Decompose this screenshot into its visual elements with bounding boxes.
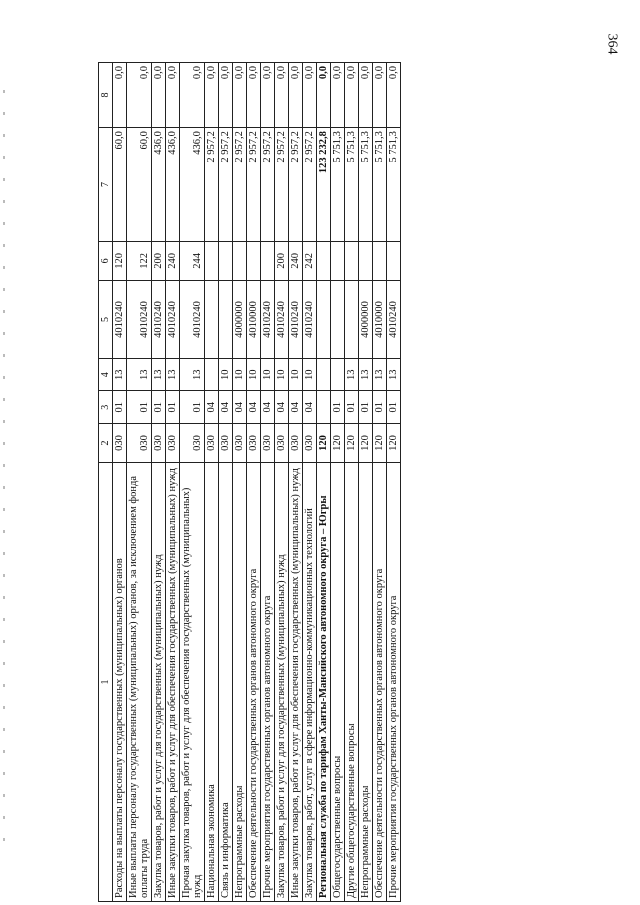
row-subsection: 10 (275, 358, 289, 391)
row-subsection (331, 358, 345, 391)
row-subsection: 10 (289, 358, 303, 391)
table-row (127, 63, 152, 902)
row-name: Обеспечение деятельности государственных органов автономного округа (247, 463, 261, 902)
header-cell: 5 (99, 280, 113, 358)
row-amount-2: 0,0 (387, 63, 401, 128)
row-subsection: 13 (359, 358, 373, 391)
row-amount-2: 0,0 (275, 63, 289, 128)
row-amount: 2 957,2 (275, 128, 289, 242)
row-subsection: 13 (373, 358, 387, 391)
row-name: Общегосударственные вопросы (331, 463, 345, 902)
row-admin-code: 120 (317, 423, 331, 462)
row-section: 04 (303, 391, 317, 424)
row-amount-2: 0,0 (233, 63, 247, 128)
table-row (373, 63, 387, 902)
row-admin-code: 030 (247, 423, 261, 462)
row-amount: 2 957,2 (247, 128, 261, 242)
row-subsection: 13 (152, 358, 166, 391)
row-expense-type (233, 241, 247, 280)
row-amount-2: 0,0 (180, 63, 205, 128)
row-expense-type (373, 241, 387, 280)
row-admin-code: 120 (387, 423, 401, 462)
row-target-article: 4010240 (261, 280, 275, 358)
row-expense-type (387, 241, 401, 280)
row-name: Региональная служба по тарифам Ханты-Мансийского автономного округа – Югры (317, 463, 331, 902)
row-target-article: 4010000 (247, 280, 261, 358)
row-amount-2: 0,0 (373, 63, 387, 128)
row-amount: 436,0 (180, 128, 205, 242)
row-name: Непрограммные расходы (233, 463, 247, 902)
row-section: 01 (113, 391, 127, 424)
row-target-article: 4010240 (180, 280, 205, 358)
row-name: Прочие мероприятия государственных органов автономного округа (387, 463, 401, 902)
header-cell: 7 (99, 128, 113, 242)
row-admin-code: 030 (166, 423, 180, 462)
row-amount: 2 957,2 (261, 128, 275, 242)
row-expense-type: 200 (275, 241, 289, 280)
row-admin-code: 030 (219, 423, 233, 462)
row-name: Прочие мероприятия государственных органов автономного округа (261, 463, 275, 902)
row-amount-2: 0,0 (247, 63, 261, 128)
row-expense-type (359, 241, 373, 280)
row-amount: 2 957,2 (289, 128, 303, 242)
row-subsection: 13 (345, 358, 359, 391)
row-admin-code: 030 (303, 423, 317, 462)
table-row (166, 63, 180, 902)
row-admin-code: 030 (289, 423, 303, 462)
row-admin-code: 120 (373, 423, 387, 462)
row-admin-code: 030 (205, 423, 219, 462)
row-target-article: 4010240 (166, 280, 180, 358)
row-target-article: 4010240 (113, 280, 127, 358)
table-row (113, 63, 127, 902)
row-amount-2: 0,0 (166, 63, 180, 128)
row-subsection: 13 (166, 358, 180, 391)
header-row (99, 63, 113, 902)
table-row (180, 63, 205, 902)
scan-margin-specks (3, 90, 5, 850)
row-name: Иные закупки товаров, работ и услуг для обеспечения государственных (муниципальных) нужд (289, 463, 303, 902)
row-amount: 60,0 (127, 128, 152, 242)
row-name: Национальная экономика (205, 463, 219, 902)
budget-table (98, 62, 401, 902)
table-row (275, 63, 289, 902)
row-expense-type: 122 (127, 241, 152, 280)
row-name: Расходы на выплаты персоналу государственных (муниципальных) органов (113, 463, 127, 902)
row-name: Закупка товаров, работ и услуг для государственных (муниципальных) нужд (152, 463, 166, 902)
row-target-article: 4010240 (303, 280, 317, 358)
table-row (152, 63, 166, 902)
row-amount: 60,0 (113, 128, 127, 242)
row-amount: 2 957,2 (303, 128, 317, 242)
row-expense-type: 242 (303, 241, 317, 280)
row-amount: 5 751,3 (359, 128, 373, 242)
row-subsection: 13 (180, 358, 205, 391)
row-subsection (205, 358, 219, 391)
row-amount: 2 957,2 (219, 128, 233, 242)
row-expense-type (261, 241, 275, 280)
row-name: Связь и информатика (219, 463, 233, 902)
table-row (317, 63, 331, 902)
row-name: Обеспечение деятельности государственных органов автономного округа (373, 463, 387, 902)
row-section: 01 (166, 391, 180, 424)
row-section: 04 (233, 391, 247, 424)
row-amount-2: 0,0 (359, 63, 373, 128)
row-target-article (331, 280, 345, 358)
header-cell: 4 (99, 358, 113, 391)
page-number: 364 (604, 33, 620, 55)
row-amount: 5 751,3 (345, 128, 359, 242)
row-target-article (205, 280, 219, 358)
row-admin-code: 030 (113, 423, 127, 462)
row-amount-2: 0,0 (289, 63, 303, 128)
row-expense-type: 200 (152, 241, 166, 280)
row-expense-type: 240 (166, 241, 180, 280)
row-section: 04 (219, 391, 233, 424)
row-amount: 436,0 (166, 128, 180, 242)
row-admin-code: 120 (359, 423, 373, 462)
table-row (289, 63, 303, 902)
row-amount: 5 751,3 (387, 128, 401, 242)
row-amount-2: 0,0 (152, 63, 166, 128)
row-subsection: 13 (113, 358, 127, 391)
row-amount-2: 0,0 (205, 63, 219, 128)
row-subsection: 10 (233, 358, 247, 391)
row-amount: 5 751,3 (331, 128, 345, 242)
row-amount-2: 0,0 (127, 63, 152, 128)
row-admin-code: 030 (275, 423, 289, 462)
row-target-article (345, 280, 359, 358)
row-target-article: 4010000 (373, 280, 387, 358)
row-admin-code: 120 (331, 423, 345, 462)
row-subsection: 13 (127, 358, 152, 391)
row-subsection: 13 (387, 358, 401, 391)
row-subsection: 10 (247, 358, 261, 391)
row-name: Иные закупки товаров, работ и услуг для обеспечения государственных (муниципальных) нужд (166, 463, 180, 902)
table-row (303, 63, 317, 902)
row-amount: 2 957,2 (205, 128, 219, 242)
row-section: 04 (289, 391, 303, 424)
row-name: Другие общегосударственные вопросы (345, 463, 359, 902)
row-section: 01 (331, 391, 345, 424)
row-expense-type (219, 241, 233, 280)
header-cell: 1 (99, 463, 113, 902)
row-amount-2: 0,0 (345, 63, 359, 128)
row-target-article (219, 280, 233, 358)
row-target-article: 4010240 (152, 280, 166, 358)
table-row (233, 63, 247, 902)
row-name: Закупка товаров, работ, услуг в сфере информационно-коммуникационных технологий (303, 463, 317, 902)
row-expense-type (205, 241, 219, 280)
table-row (261, 63, 275, 902)
table-row (247, 63, 261, 902)
row-section: 01 (345, 391, 359, 424)
row-section: 01 (180, 391, 205, 424)
row-amount-2: 0,0 (331, 63, 345, 128)
rotated-table-container (98, 62, 582, 902)
row-amount-2: 0,0 (317, 63, 331, 128)
row-name: Прочая закупка товаров, работ и услуг для обеспечения государственных (муниципальных) нужд (180, 463, 205, 902)
row-amount: 5 751,3 (373, 128, 387, 242)
row-expense-type (345, 241, 359, 280)
row-section: 01 (127, 391, 152, 424)
row-amount-2: 0,0 (113, 63, 127, 128)
row-subsection (317, 358, 331, 391)
row-target-article: 4000000 (233, 280, 247, 358)
header-cell: 3 (99, 391, 113, 424)
row-admin-code: 030 (127, 423, 152, 462)
row-target-article: 4010240 (127, 280, 152, 358)
table-row (359, 63, 373, 902)
row-section: 04 (205, 391, 219, 424)
row-expense-type (247, 241, 261, 280)
row-target-article: 4000000 (359, 280, 373, 358)
row-target-article: 4010240 (387, 280, 401, 358)
row-admin-code: 030 (261, 423, 275, 462)
header-cell: 8 (99, 63, 113, 128)
row-target-article: 4010240 (289, 280, 303, 358)
row-section: 01 (387, 391, 401, 424)
row-target-article: 4010240 (275, 280, 289, 358)
row-admin-code: 120 (345, 423, 359, 462)
row-section: 01 (359, 391, 373, 424)
row-section: 01 (373, 391, 387, 424)
row-section (317, 391, 331, 424)
row-admin-code: 030 (152, 423, 166, 462)
row-name: Закупка товаров, работ и услуг для государственных (муниципальных) нужд (275, 463, 289, 902)
row-amount: 2 957,2 (233, 128, 247, 242)
row-expense-type: 244 (180, 241, 205, 280)
row-section: 01 (152, 391, 166, 424)
header-cell: 2 (99, 423, 113, 462)
row-section: 04 (275, 391, 289, 424)
table-row (387, 63, 401, 902)
row-name: Непрограммные расходы (359, 463, 373, 902)
row-amount-2: 0,0 (303, 63, 317, 128)
table-row (205, 63, 219, 902)
row-amount-2: 0,0 (219, 63, 233, 128)
row-subsection: 10 (219, 358, 233, 391)
row-expense-type (317, 241, 331, 280)
row-amount-2: 0,0 (261, 63, 275, 128)
table-row (331, 63, 345, 902)
row-amount: 123 232,8 (317, 128, 331, 242)
row-section: 04 (261, 391, 275, 424)
table-row (345, 63, 359, 902)
row-amount: 436,0 (152, 128, 166, 242)
row-section: 04 (247, 391, 261, 424)
row-target-article (317, 280, 331, 358)
row-expense-type: 240 (289, 241, 303, 280)
row-name: Иные выплаты персоналу государственных (муниципальных) органов, за исключением фонда оплаты труда (127, 463, 152, 902)
row-expense-type (331, 241, 345, 280)
row-subsection: 10 (303, 358, 317, 391)
row-admin-code: 030 (233, 423, 247, 462)
table-body (113, 63, 401, 902)
table-row (219, 63, 233, 902)
row-admin-code: 030 (180, 423, 205, 462)
row-expense-type: 120 (113, 241, 127, 280)
row-subsection: 10 (261, 358, 275, 391)
header-cell: 6 (99, 241, 113, 280)
